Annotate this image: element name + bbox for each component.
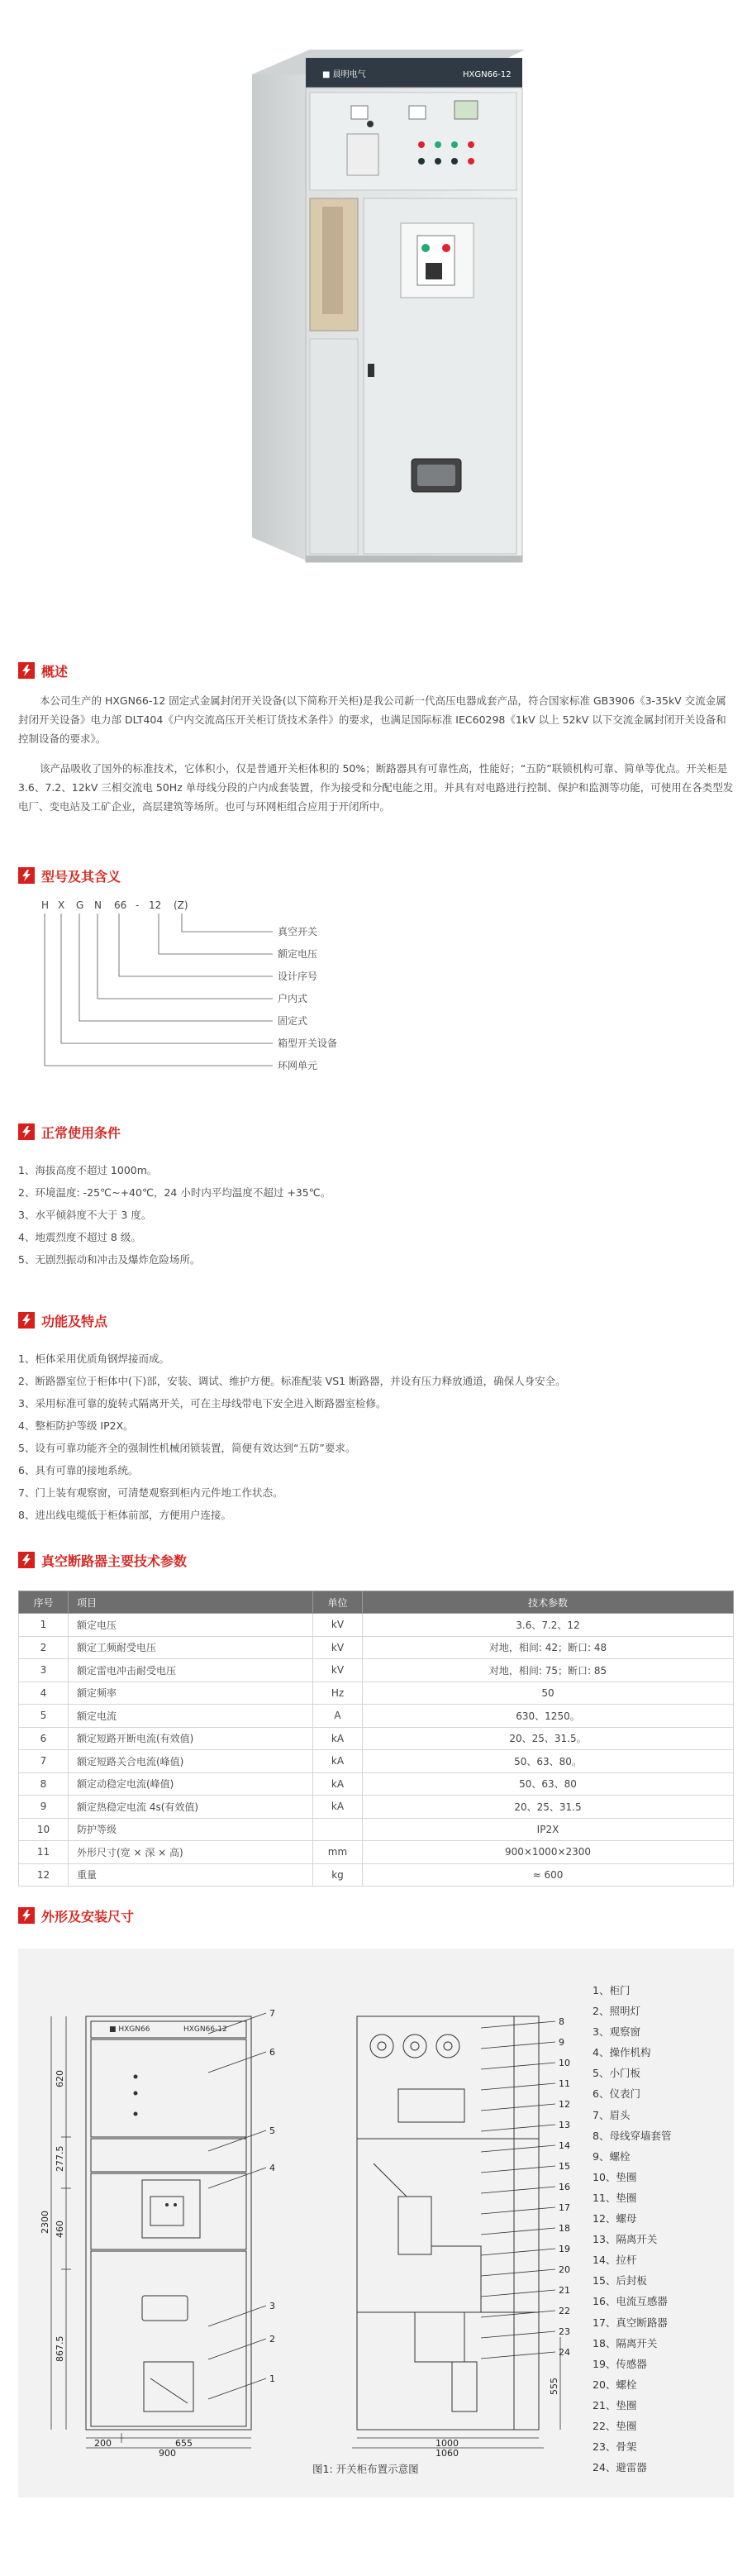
- table-cell: 对地，相间: 75；断口: 85: [363, 1659, 734, 1682]
- callout-number: 8: [559, 2016, 564, 2027]
- model-code-char: H: [41, 899, 50, 911]
- section-title: 功能及特点: [41, 1313, 108, 1329]
- table-row: [19, 1705, 734, 1728]
- callout-number: 23: [559, 2326, 570, 2337]
- list-item: 8、进出线电缆低于柜体前部，方便用户连接。: [18, 1509, 231, 1521]
- callout-number: 4: [269, 2163, 275, 2173]
- model-meaning-label: 额定电压: [278, 948, 318, 960]
- callout-leader: [481, 2042, 555, 2049]
- model-leader-line: [79, 914, 273, 1021]
- conditions-list: [18, 1159, 734, 1271]
- model-leader-line: [61, 914, 273, 1043]
- callout-leader: [481, 2331, 555, 2338]
- model-code-char: (Z): [174, 899, 188, 911]
- legend-item: 20、螺栓: [593, 2378, 637, 2391]
- drawing-caption: 图1: 开关柜布置示意图: [312, 2463, 419, 2475]
- svg-text:HXGN66-12: HXGN66-12: [183, 2025, 227, 2034]
- svg-text:1000: 1000: [435, 2438, 459, 2449]
- legend-item: 3、观察窗: [593, 2025, 640, 2039]
- legend-item: 24、避雷器: [593, 2461, 647, 2474]
- model-leader-line: [98, 914, 273, 999]
- overview-paragraph-1: 本公司生产的 HXGN66-12 固定式金属封闭开关设备(以下简称开关柜)是我公司新一代高压电器成套产品，符合国家标准 GB3906《3-35kV 交流金属封闭开关设备》电力部 DLT404《户内交流高压开关柜订货技术条件》的要求，也满足国际标准 IEC60298《1kV 以上 52kV 以下交流金属封闭开关设备和控制设备的要求》。: [18, 694, 726, 745]
- table-cell: kg: [313, 1863, 363, 1887]
- legend-item: 18、隔离开关: [593, 2336, 658, 2349]
- model-code-char: 66: [114, 899, 127, 911]
- front-view: [86, 2016, 251, 2430]
- svg-text:900: 900: [159, 2448, 176, 2459]
- svg-text:200: 200: [94, 2438, 112, 2449]
- callout-number: 16: [559, 2182, 570, 2192]
- legend-item: 16、电流互感器: [593, 2295, 668, 2308]
- lightning-icon: [18, 1312, 35, 1329]
- list-item: 6、具有可靠的接地系统。: [18, 1464, 139, 1476]
- side-dimension-labels: [435, 2378, 559, 2459]
- callout-number: 9: [559, 2037, 564, 2048]
- section-title: 正常使用条件: [41, 1124, 121, 1141]
- model-code-char: N: [94, 899, 102, 911]
- svg-text:460: 460: [55, 2221, 65, 2238]
- table-cell: 额定电流: [69, 1705, 313, 1728]
- callout-leader: [481, 2228, 555, 2235]
- callout-leader: [481, 2249, 555, 2255]
- table-cell: 额定动稳定电流(峰值): [69, 1772, 313, 1796]
- model-code-char: -: [136, 899, 140, 911]
- legend-item: 22、垫圈: [593, 2419, 637, 2432]
- callout-number: 19: [559, 2244, 570, 2254]
- legend-item: 12、螺母: [593, 2212, 637, 2225]
- product-hero-image: [0, 0, 752, 637]
- section-features-header: [18, 1309, 107, 1331]
- col-header: 技术参数: [363, 1591, 734, 1614]
- side-dimension-lines: [352, 2337, 560, 2448]
- callout-number: 24: [559, 2347, 570, 2358]
- legend-item: 4、操作机构: [593, 2046, 651, 2059]
- list-item: 3、水平倾斜度不大于 3 度。: [18, 1209, 152, 1221]
- table-cell: 12: [19, 1863, 69, 1887]
- callout-leader: [481, 2104, 555, 2111]
- table-cell: 额定雷电冲击耐受电压: [69, 1659, 313, 1682]
- table-cell: 7: [19, 1750, 69, 1773]
- table-cell: 额定短路关合电流(峰值): [69, 1750, 313, 1773]
- section-title: 型号及其含义: [41, 868, 121, 885]
- legend-item: 10、垫圈: [593, 2170, 637, 2183]
- features-list: [18, 1348, 734, 1526]
- front-dimension-lines: [51, 2016, 251, 2448]
- table-cell: 6: [19, 1727, 69, 1750]
- svg-text:2300: 2300: [40, 2211, 50, 2234]
- svg-text:1060: 1060: [435, 2448, 459, 2459]
- lightning-icon: [18, 1123, 35, 1140]
- callout-leader: [481, 2063, 555, 2069]
- svg-text:620: 620: [55, 2070, 65, 2087]
- section-title: 真空断路器主要技术参数: [41, 1553, 188, 1569]
- table-cell: 630、1250。: [363, 1705, 734, 1728]
- table-cell: 额定短路开断电流(有效值): [69, 1727, 313, 1750]
- lightning-icon: [18, 662, 35, 679]
- callout-leader: [481, 2311, 555, 2317]
- section-model-header: [18, 865, 121, 886]
- table-cell: 额定频率: [69, 1682, 313, 1705]
- callout-number: 14: [559, 2140, 570, 2151]
- side-callouts: [481, 2016, 570, 2359]
- callout-leader: [481, 2290, 555, 2297]
- table-cell: 50、63、80: [363, 1772, 734, 1796]
- table-cell: IP2X: [363, 1818, 734, 1841]
- table-cell: A: [313, 1705, 363, 1728]
- callout-leader: [481, 2207, 555, 2214]
- table-cell: 5: [19, 1705, 69, 1728]
- table-cell: 2: [19, 1636, 69, 1659]
- table-cell: ≈ 600: [363, 1863, 734, 1887]
- legend-item: 9、螺栓: [593, 2149, 631, 2163]
- front-view-text: [109, 2025, 227, 2206]
- callout-leader: [481, 2145, 555, 2152]
- svg-text:555: 555: [549, 2378, 559, 2395]
- callout-leader: [208, 2306, 266, 2326]
- table-row: [19, 1659, 734, 1682]
- front-callouts: [208, 2008, 275, 2399]
- table-cell: kA: [313, 1750, 363, 1773]
- table-cell: [313, 1818, 363, 1841]
- legend-item: 17、真空断路器: [593, 2316, 668, 2329]
- table-cell: 50: [363, 1682, 734, 1705]
- legend-item: 13、隔离开关: [593, 2233, 658, 2246]
- list-item: 7、门上装有观察窗，可清楚观察到柜内元件地工作状态。: [18, 1486, 283, 1499]
- list-item: 4、整柜防护等级 IP2X。: [18, 1419, 134, 1432]
- legend-item: 2、照明灯: [593, 2005, 640, 2018]
- callout-leader: [481, 2352, 555, 2359]
- callout-number: 11: [559, 2078, 570, 2089]
- params-table: [18, 1591, 734, 1887]
- callout-number: 2: [269, 2334, 275, 2345]
- table-cell: 9: [19, 1796, 69, 1819]
- callout-number: 5: [269, 2125, 275, 2136]
- table-cell: 10: [19, 1818, 69, 1841]
- list-item: 1、柜体采用优质角钢焊接而成。: [18, 1352, 169, 1365]
- legend-item: 7、眉头: [593, 2108, 631, 2121]
- table-row: [19, 1636, 734, 1659]
- table-row: [19, 1750, 734, 1773]
- model-meaning-label: 户内式: [278, 993, 308, 1004]
- callout-leader: [208, 2378, 266, 2399]
- front-dimension-labels: [40, 2070, 193, 2459]
- callout-leader: [481, 2269, 555, 2276]
- table-row: [19, 1727, 734, 1750]
- list-item: 1、海拔高度不超过 1000m。: [18, 1164, 158, 1176]
- table-cell: 防护等级: [69, 1818, 313, 1841]
- legend-item: 11、垫圈: [593, 2191, 637, 2204]
- callout-leader: [481, 2083, 555, 2090]
- legend-item: 15、后封板: [593, 2274, 647, 2287]
- svg-text:■ HXGN66: ■ HXGN66: [109, 2025, 150, 2034]
- table-cell: 50、63、80。: [363, 1750, 734, 1773]
- legend-item: 1、柜门: [593, 1984, 631, 1996]
- callout-number: 1: [269, 2373, 275, 2384]
- table-cell: 900×1000×2300: [363, 1841, 734, 1864]
- table-cell: 外形尺寸(宽 × 深 × 高): [69, 1841, 313, 1864]
- model-leader-line: [182, 914, 273, 932]
- callout-number: 17: [559, 2202, 570, 2213]
- model-leader-line: [159, 914, 273, 954]
- list-item: 2、断路器室位于柜体中(下)部，安装、调试、维护方便。标准配装 VS1 断路器，并设有压力释放通道，确保人身安全。: [18, 1375, 566, 1387]
- table-cell: 3: [19, 1659, 69, 1682]
- legend-item: 21、垫圈: [593, 2398, 637, 2411]
- callout-leader: [208, 2130, 266, 2151]
- table-row: [19, 1841, 734, 1864]
- table-cell: 额定热稳定电流 4s(有效值): [69, 1796, 313, 1819]
- model-code-diagram: [33, 897, 388, 1104]
- list-item: 3、采用标准可靠的旋转式隔离开关，可在主母线带电下安全进入断路器室检修。: [18, 1397, 387, 1410]
- callout-number: 13: [559, 2120, 570, 2130]
- lightning-icon: [18, 867, 35, 884]
- table-cell: 对地，相间: 42；断口: 48: [363, 1636, 734, 1659]
- model-leader-line: [119, 914, 273, 976]
- callout-leader: [208, 2339, 266, 2359]
- table-cell: 20、25、31.5。: [363, 1727, 734, 1750]
- legend-item: 14、拉杆: [593, 2254, 637, 2267]
- side-view: [357, 2016, 539, 2430]
- lightning-icon: [18, 1907, 35, 1924]
- col-header: 单位: [313, 1591, 363, 1614]
- table-row: [19, 1772, 734, 1796]
- list-item: 2、环境温度: -25℃~+40℃，24 小时内平均温度不超过 +35℃。: [18, 1186, 331, 1199]
- callout-leader: [481, 2125, 555, 2131]
- callout-number: 15: [559, 2161, 570, 2172]
- legend-item: 6、仪表门: [593, 2087, 640, 2101]
- table-header-row: [19, 1591, 734, 1614]
- table-cell: 8: [19, 1772, 69, 1796]
- model-code-char: 12: [149, 899, 162, 911]
- section-params-header: [18, 1549, 187, 1571]
- table-cell: mm: [313, 1841, 363, 1864]
- table-cell: 额定电压: [69, 1614, 313, 1637]
- legend-item: 23、骨架: [593, 2440, 637, 2454]
- callout-leader: [481, 2021, 555, 2028]
- legend-item: 19、传感器: [593, 2357, 647, 2370]
- table-cell: kV: [313, 1614, 363, 1637]
- model-meaning-label: 固定式: [278, 1015, 308, 1027]
- model-meaning-label: 箱型开关设备: [278, 1038, 338, 1049]
- svg-text:867.5: 867.5: [55, 2335, 65, 2362]
- model-code-char: G: [76, 899, 84, 911]
- table-cell: 4: [19, 1682, 69, 1705]
- callout-leader: [481, 2187, 555, 2193]
- table-cell: kA: [313, 1796, 363, 1819]
- table-cell: 额定工频耐受电压: [69, 1636, 313, 1659]
- table-cell: 11: [19, 1841, 69, 1864]
- col-header: 序号: [19, 1591, 69, 1614]
- col-header: 项目: [69, 1591, 313, 1614]
- callout-leader: [208, 2168, 266, 2188]
- callout-number: 6: [269, 2047, 275, 2058]
- table-row: [19, 1818, 734, 1841]
- list-item: 5、无剧烈振动和冲击及爆炸危险场所。: [18, 1253, 201, 1266]
- switchgear-cabinet-illustration: [0, 0, 752, 637]
- table-row: [19, 1614, 734, 1637]
- section-title: 外形及安装尺寸: [41, 1908, 135, 1925]
- callout-number: 7: [269, 2008, 275, 2019]
- callout-number: 12: [559, 2099, 570, 2110]
- callout-leader: [208, 2052, 266, 2073]
- table-row: [19, 1796, 734, 1819]
- lightning-icon: [18, 1552, 35, 1568]
- table-cell: kA: [313, 1772, 363, 1796]
- callout-number: 22: [559, 2306, 570, 2316]
- table-cell: Hz: [313, 1682, 363, 1705]
- callout-number: 10: [559, 2058, 570, 2068]
- callout-number: 18: [559, 2223, 570, 2234]
- cabinet-layout-drawing: [18, 1949, 597, 2459]
- table-cell: 20、25、31.5: [363, 1796, 734, 1819]
- list-item: 4、地震烈度不超过 8 级。: [18, 1231, 141, 1243]
- section-overview-header: [18, 660, 68, 681]
- callout-number: 21: [559, 2285, 570, 2296]
- table-cell: 重量: [69, 1863, 313, 1887]
- model-code-char: X: [58, 899, 65, 911]
- model-meaning-label: 真空开关: [278, 926, 318, 937]
- legend-item: 5、小门板: [593, 2067, 640, 2080]
- table-row: [19, 1682, 734, 1705]
- nameplate-model: HXGN66-12: [463, 70, 512, 79]
- model-meaning-label: 环网单元: [278, 1060, 318, 1071]
- list-item: 5、设有可靠功能齐全的强制性机械闭锁装置，简便有效达到“五防”要求。: [18, 1442, 356, 1454]
- drawing-legend: [593, 1980, 671, 2478]
- table-cell: 3.6、7.2、12: [363, 1614, 734, 1637]
- model-meaning-label: 设计序号: [278, 971, 318, 982]
- section-conditions-header: [18, 1121, 121, 1143]
- table-cell: kV: [313, 1659, 363, 1682]
- callout-number: 20: [559, 2264, 570, 2275]
- table-cell: kA: [313, 1727, 363, 1750]
- table-cell: kV: [313, 1636, 363, 1659]
- legend-item: 8、母线穿墙套管: [593, 2129, 672, 2142]
- table-cell: 1: [19, 1614, 69, 1637]
- callout-number: 3: [269, 2301, 275, 2311]
- svg-text:655: 655: [175, 2438, 193, 2449]
- overview-paragraph-2: 该产品吸收了国外的标准技术，它体积小，仅是普通开关柜体积的 50%；断路器具有可靠性高，性能好；“五防”联锁机构可靠、简单等优点。开关柜是 3.6、7.2、12kV 三相交流电 50Hz 单母线分段的户内成套装置，作为接受和分配电能之用。并具有对电路进行控制、保护和监测等功能，可使用在各类型发电厂、变电站及工矿企业，高层建筑等场所。也可与环网柜组合应用于开闭所中。: [18, 762, 734, 813]
- callout-leader: [481, 2166, 555, 2173]
- nameplate-brand: ■ 晨明电气: [322, 70, 366, 79]
- section-title: 概述: [41, 663, 69, 680]
- section-drawing-header: [18, 1905, 134, 1926]
- table-row: [19, 1863, 734, 1887]
- svg-text:277.5: 277.5: [55, 2145, 65, 2172]
